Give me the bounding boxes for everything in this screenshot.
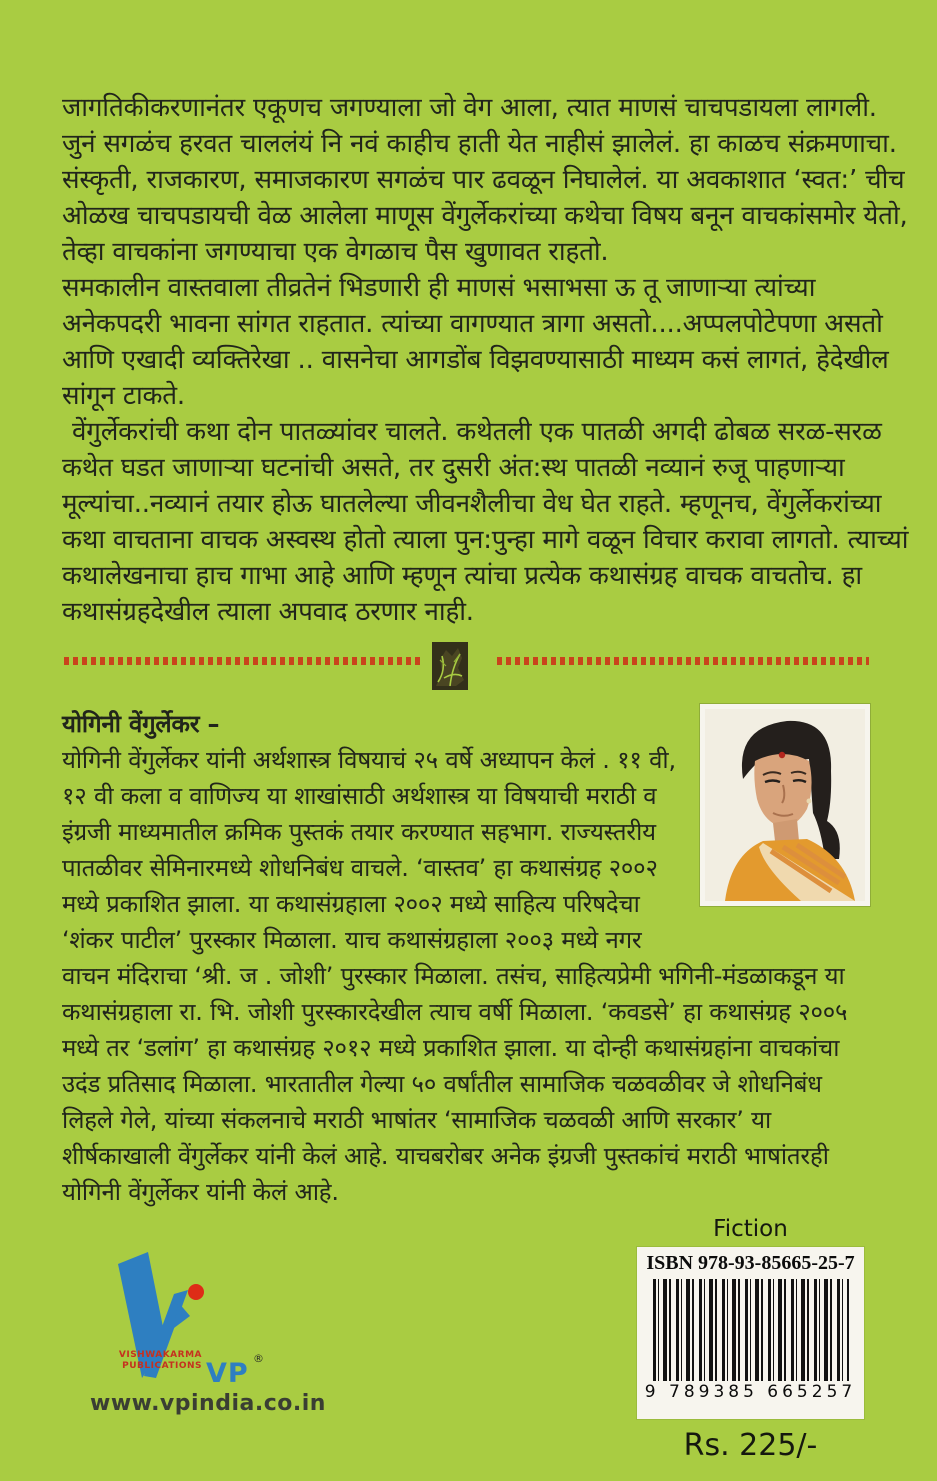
author-bio-line: उदंड प्रतिसाद मिळाला. भारतातील गेल्या ५० वर्षांतील सामाजिक चळवळीवर जे शोधनिबंध [62,1070,822,1098]
synopsis-line: तेव्हा वाचकांना जगण्याचा एक वेगळाच पैस खुणावत राहतो. [62,237,609,267]
synopsis-line: समकालीन वास्तवाला तीव्रतेनं भिडणारी ही माणसं भसाभसा ऊ तू जाणाऱ्या त्यांच्या [62,273,816,303]
publisher-logo-block [90,1250,326,1420]
registered-trademark-icon: ® [253,1352,264,1365]
author-bio-line: योगिनी वेंगुर्लेकर यांनी अर्थशास्त्र विषयाचं २५ वर्षे अध्यापन केलं . ११ वी, [62,746,676,774]
author-bio-line: कथासंग्रहाला रा. भि. जोशी पुरस्कारदेखील त्याच वर्षी मिळाला. ‘कवडसे’ हा कथासंग्रह २००५ [62,998,848,1026]
author-bio-line: लिहले गेले, यांच्या संकलनाचे मराठी भाषांतर ‘सामाजिक चळवळी आणि सरकार’ या [62,1106,772,1134]
synopsis-line: आणि एखादी व्यक्तिरेखा .. वासनेचा आगडोंब विझवण्यासाठी माध्यम कसं लागतं, हेदेखील [62,345,889,375]
author-portrait-photo [700,704,870,906]
synopsis-line: कथासंग्रहदेखील त्याला अपवाद ठरणार नाही. [62,597,474,627]
author-bio-line: मध्ये प्रकाशित झाला. या कथासंग्रहाला २००२ मध्ये साहित्य परिषदेचा [62,890,640,918]
author-bio-line: इंग्रजी माध्यमातील क्रमिक पुस्तकं तयार करण्यात सहभाग. राज्यस्तरीय [62,818,656,846]
dotted-rule-right [497,657,869,665]
barcode-bars [653,1279,849,1381]
synopsis-text-block [62,90,909,630]
publisher-initials: VP [206,1358,249,1389]
synopsis-line: कथा वाचताना वाचक अस्वस्थ होतो त्याला पुन:पुन्हा मागे वळून विचार करावा लागतो. त्याच्यां [62,525,909,555]
synopsis-line: कथालेखनाचा हाच गाभा आहे आणि म्हणून त्यांचा प्रत्येक कथासंग्रह वाचक वाचतोच. हा [62,561,862,591]
author-bio-line: मध्ये तर ‘डलांग’ हा कथासंग्रह २०१२ मध्ये प्रकाशित झाला. या दोन्ही कथासंग्रहांना वाचकांचा [62,1034,840,1062]
synopsis-line: अनेकपदरी भावना सांगत राहतात. त्यांच्या वागण्यात त्रागा असतो....अप्पलपोटेपणा असतो [62,309,883,339]
isbn-barcode-box [637,1247,864,1419]
author-bio-block [62,706,702,958]
synopsis-line: सांगून टाकते. [62,381,185,411]
author-bio-line: १२ वी कला व वाणिज्य या शाखांसाठी अर्थशास्त्र या विषयाची मराठी व [62,782,657,810]
synopsis-line: कथेत घडत जाणाऱ्या घटनांची असते, तर दुसरी अंत:स्थ पातळी नव्यानं रुजू पाहणाऱ्या [62,453,845,483]
barcode-digits: 9 789385 665257 [644,1382,857,1402]
author-bio-line: पातळीवर सेमिनारमध्ये शोधनिबंध वाचले. ‘वास्तव’ हा कथासंग्रह २००२ [62,854,658,882]
synopsis-line: संस्कृती, राजकारण, समाजकारण सगळंच पार ढवळून निघालेलं. या अवकाशात ‘स्वत:’ चीच [62,165,905,195]
synopsis-line: जागतिकीकरणानंतर एकूणच जगण्याला जो वेग आला, त्यात माणसं चाचपडायला लागली. [62,93,877,123]
publisher-name-line1: VISHWAKARMA [118,1350,202,1360]
price-label: Rs. 225/- [683,1428,818,1463]
genre-label: Fiction [713,1216,788,1242]
isbn-label: ISBN 978-93-85665-25-7 [646,1252,855,1274]
publisher-website: www.vpindia.co.in [90,1391,326,1416]
author-bio-line: योगिनी वेंगुर्लेकर यांनी केलं आहे. [62,1178,339,1206]
author-bio-line: वाचन मंदिराचा ‘श्री. ज . जोशी’ पुरस्कार मिळाला. तसंच, साहित्यप्रेमी भगिनी-मंडळाकडून या [62,962,845,990]
author-bio-line: ‘शंकर पाटील’ पुरस्कार मिळाला. याच कथासंग्रहाला २००३ मध्ये नगर [62,926,642,954]
synopsis-line: वेंगुर्लेकरांची कथा दोन पातळ्यांवर चालते. कथेतली एक पातळी अगदी ढोबळ सरळ-सरळ [72,417,882,447]
author-bio-block-full [62,958,880,1210]
synopsis-line: ओळख चाचपडायची वेळ आलेला माणूस वेंगुर्लेकरांच्या कथेचा विषय बनून वाचकांसमोर येतो, [62,201,908,231]
synopsis-line: जुनं सगळंच हरवत चाललंयं नि नवं काहीच हाती येत नाहीसं झालेलं. हा काळच संक्रमणाचा. [62,129,897,159]
author-name-heading: योगिनी वेंगुर्लेकर – [62,710,220,738]
synopsis-line: मूल्यांचा..नव्यानं तयार होऊ घातलेल्या जीवनशैलीचा वेध घेत राहते. म्हणूनच, वेंगुर्लेकरांच्या [62,489,882,519]
publisher-name-line2: PUBLICATIONS [122,1361,202,1371]
author-bio-line: शीर्षकाखाली वेंगुर्लेकर यांनी केलं आहे. याचबरोबर अनेक इंग्रजी पुस्तकांचं मराठी भाषांतरही [62,1142,829,1170]
dotted-rule-left [64,657,420,665]
woodcut-deer-emblem-icon [432,642,468,694]
publisher-name [90,1350,202,1372]
section-divider [0,636,937,696]
